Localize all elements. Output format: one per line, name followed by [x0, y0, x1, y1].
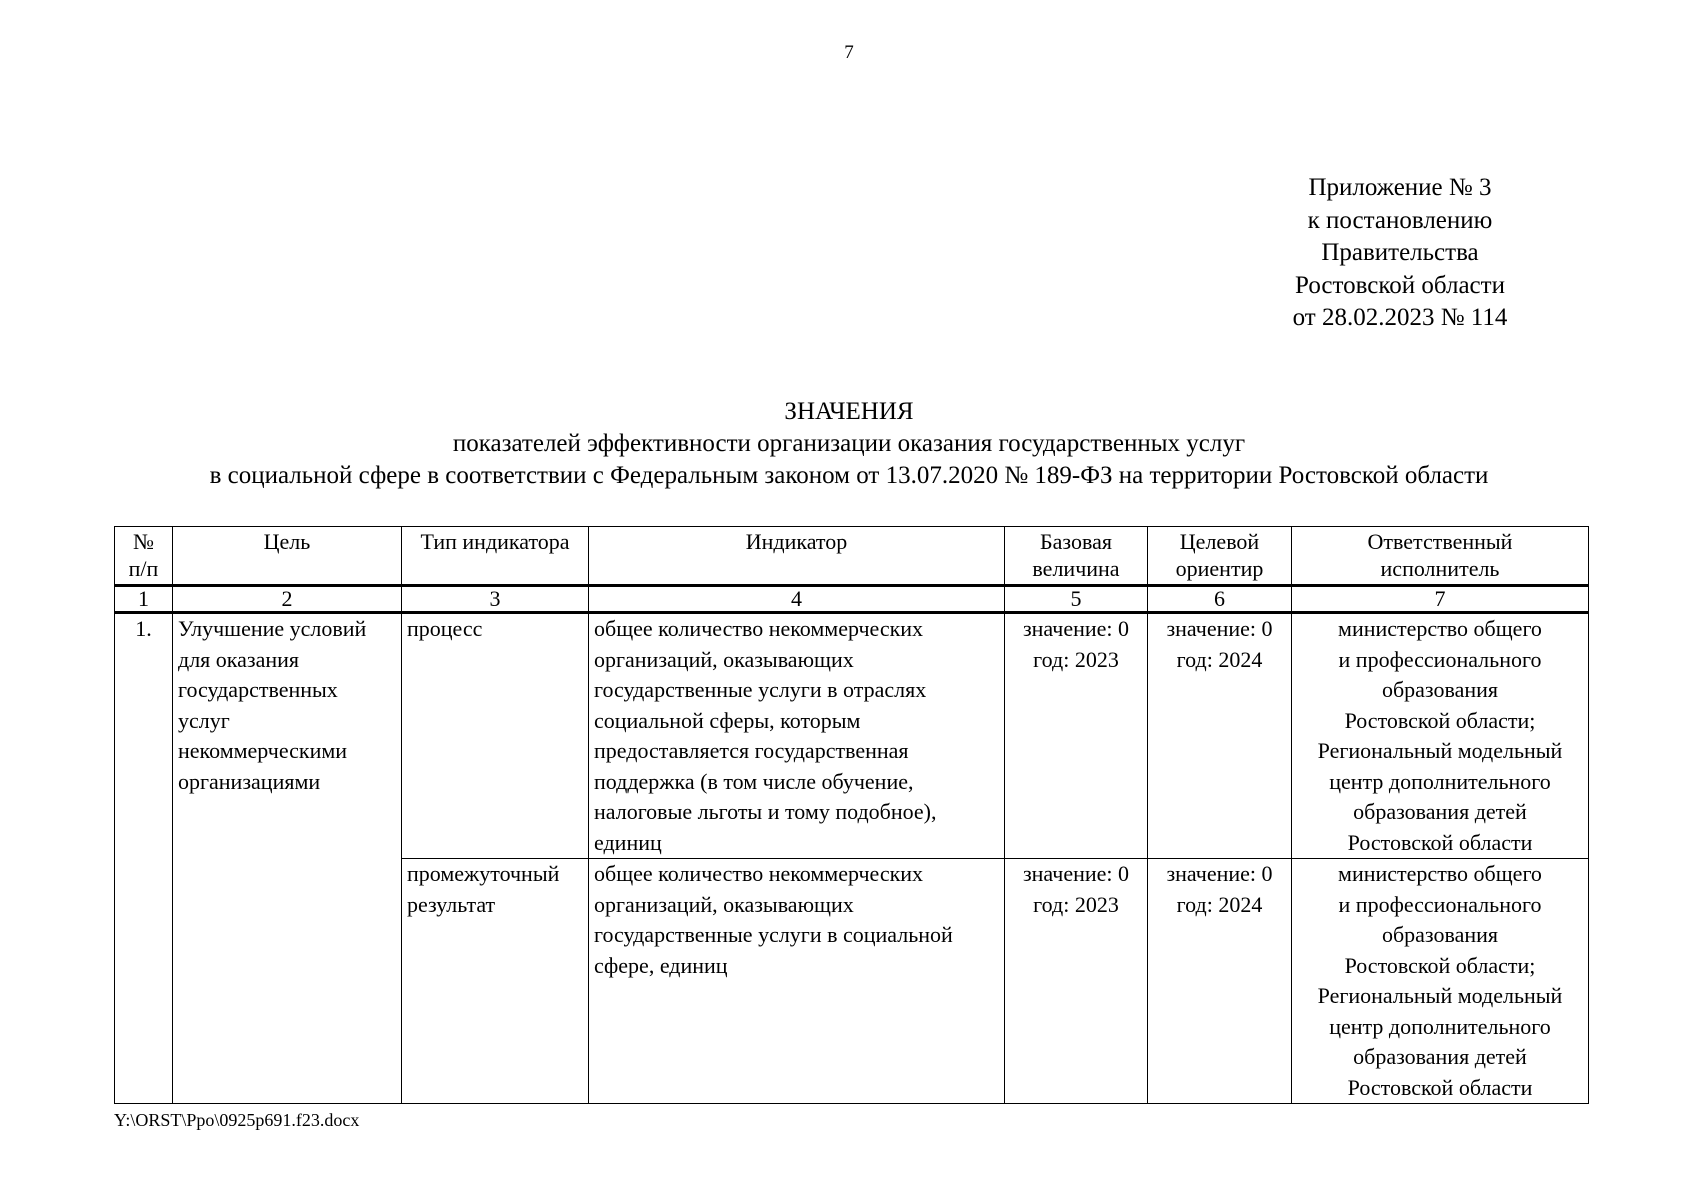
header-cell-target: Целевой ориентир — [1148, 527, 1292, 586]
page-number: 7 — [844, 42, 854, 63]
indicator-cell: общее количество некоммерческих организаций, оказывающих государственные услуги в отраслях социальной сферы, которым предоставляется государственная поддержка (в том числе обучение, налоговые льготы и тому подобное), единиц — [589, 613, 1005, 859]
indicator-type-cell: промежуточный результат — [402, 859, 589, 1104]
column-number: 7 — [1292, 586, 1589, 613]
column-number: 3 — [402, 586, 589, 613]
column-number: 4 — [589, 586, 1005, 613]
appendix-line: от 28.02.2023 № 114 — [1292, 304, 1508, 331]
indicators-table — [114, 526, 1589, 1104]
target-value-cell: значение: 0 год: 2024 — [1148, 859, 1292, 1104]
appendix-line: Ростовской области — [1295, 271, 1505, 299]
table-row — [115, 613, 1589, 859]
document-title — [0, 396, 1698, 492]
appendix-line: Правительства — [1321, 239, 1479, 266]
header-row — [115, 527, 1589, 586]
title-heading: ЗНАЧЕНИЯ — [784, 398, 914, 425]
goal-cell: Улучшение условий для оказания государственных услуг некоммерческими организациями — [173, 613, 402, 1104]
title-line: в социальной сфере в соответствии с Федеральным законом от 13.07.2020 № 189-ФЗ на территории Ростовской области — [209, 462, 1489, 489]
base-value-cell: значение: 0 год: 2023 — [1005, 613, 1148, 859]
column-number: 2 — [173, 586, 402, 613]
indicator-cell: общее количество некоммерческих организаций, оказывающих государственные услуги в социальной сфере, единиц — [589, 859, 1005, 1104]
header-cell-indicator: Индикатор — [589, 527, 1005, 586]
column-number: 1 — [115, 586, 173, 613]
appendix-line: Приложение № 3 — [1308, 174, 1492, 201]
executor-cell: министерство общего и профессионального образования Ростовской области; Региональный модельный центр дополнительного образования детей Ростовской области — [1292, 613, 1589, 859]
header-cell-executor: Ответственный исполнитель — [1292, 527, 1589, 586]
row-number-cell: 1. — [115, 613, 173, 1104]
header-cell-goal: Цель — [173, 527, 402, 586]
target-value-cell: значение: 0 год: 2024 — [1148, 613, 1292, 859]
title-line: показателей эффективности организации оказания государственных услуг — [452, 430, 1246, 457]
column-number: 6 — [1148, 586, 1292, 613]
header-cell-type: Тип индикатора — [402, 527, 589, 586]
executor-cell: министерство общего и профессионального образования Ростовской области; Региональный модельный центр дополнительного образования детей Ростовской области — [1292, 859, 1589, 1104]
base-value-cell: значение: 0 год: 2023 — [1005, 859, 1148, 1104]
file-path: Y:\ORST\Ppo\0925p691.f23.docx — [114, 1110, 360, 1130]
header-cell-number: № п/п — [115, 527, 173, 586]
appendix-line: к постановлению — [1307, 206, 1493, 234]
appendix-block — [1240, 172, 1560, 335]
header-cell-base: Базовая величина — [1005, 527, 1148, 586]
indicator-type-cell: процесс — [402, 613, 589, 859]
column-number-row — [115, 586, 1589, 613]
column-number: 5 — [1005, 586, 1148, 613]
